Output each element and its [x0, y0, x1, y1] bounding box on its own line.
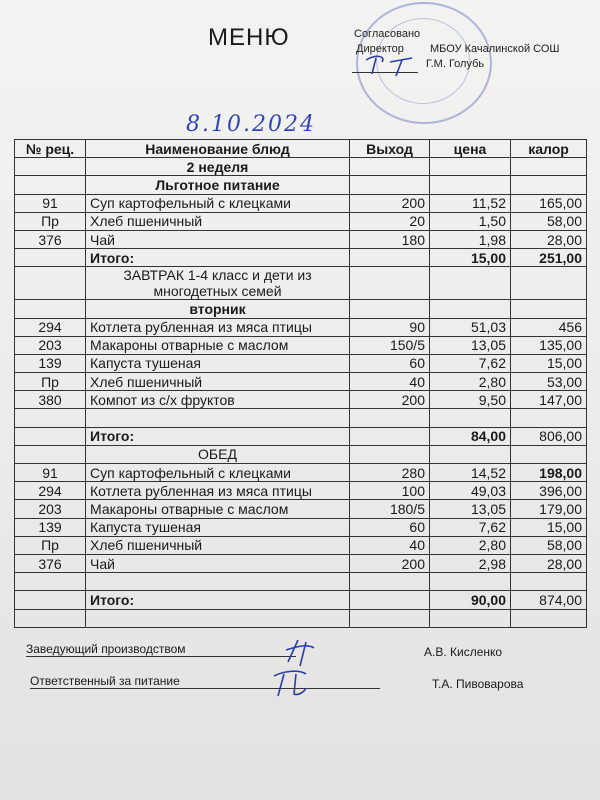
total-row	[15, 249, 587, 267]
menu-table	[14, 139, 587, 628]
director-signature-icon	[362, 52, 424, 78]
table-row	[15, 482, 587, 500]
approval-school: МБОУ Качалинской СОШ	[430, 43, 560, 55]
recipe-number: Пр	[15, 212, 86, 230]
table-row	[15, 536, 587, 554]
total-calories: 874,00	[511, 591, 587, 609]
dish-price: 1,50	[430, 212, 511, 230]
spacer-row	[15, 573, 587, 591]
header-recipe: № рец.	[15, 140, 86, 158]
dish-output: 180	[350, 230, 430, 248]
dish-price: 9,50	[430, 391, 511, 409]
dish-calories: 165,00	[511, 194, 587, 212]
dish-name: Чай	[86, 554, 350, 572]
header-dish: Наименование блюд	[86, 140, 350, 158]
dish-name: Суп картофельный с клецками	[86, 464, 350, 482]
nutrition-responsible-name: Т.А. Пивоварова	[432, 677, 524, 691]
dish-calories: 28,00	[511, 554, 587, 572]
dish-output: 90	[350, 318, 430, 336]
page-title: МЕНЮ	[208, 24, 290, 51]
dish-price: 1,98	[430, 230, 511, 248]
dish-output: 40	[350, 373, 430, 391]
recipe-number: Пр	[15, 373, 86, 391]
dish-price: 11,52	[430, 194, 511, 212]
dish-name: Капуста тушеная	[86, 354, 350, 372]
table-row	[15, 518, 587, 536]
recipe-number: 91	[15, 464, 86, 482]
recipe-number: 294	[15, 318, 86, 336]
recipe-number: 139	[15, 354, 86, 372]
recipe-number: 376	[15, 230, 86, 248]
total-price: 15,00	[430, 249, 511, 267]
dish-name: Хлеб пшеничный	[86, 373, 350, 391]
total-row	[15, 591, 587, 609]
dish-name: Капуста тушеная	[86, 518, 350, 536]
total-row	[15, 427, 587, 445]
day-row	[15, 300, 587, 318]
production-manager-label: Заведующий производством	[26, 642, 186, 656]
recipe-number: 203	[15, 500, 86, 518]
dish-calories: 58,00	[511, 212, 587, 230]
dish-price: 2,80	[430, 373, 511, 391]
dish-output: 40	[350, 536, 430, 554]
nutrition-signature-icon	[268, 666, 312, 700]
dish-name: Чай	[86, 230, 350, 248]
total-calories: 251,00	[511, 249, 587, 267]
dish-output: 200	[350, 194, 430, 212]
production-signature-icon	[280, 636, 320, 668]
dish-calories: 135,00	[511, 336, 587, 354]
recipe-number: 380	[15, 391, 86, 409]
recipe-number: Пр	[15, 536, 86, 554]
dish-output: 60	[350, 518, 430, 536]
table-header-row	[15, 140, 587, 158]
table-row	[15, 391, 587, 409]
dish-price: 2,98	[430, 554, 511, 572]
dish-output: 200	[350, 554, 430, 572]
day-label: вторник	[86, 300, 350, 318]
approval-director: Директор	[356, 43, 404, 55]
dish-output: 150/5	[350, 336, 430, 354]
dish-calories: 58,00	[511, 536, 587, 554]
recipe-number: 139	[15, 518, 86, 536]
dish-calories: 28,00	[511, 230, 587, 248]
dish-name: Компот из с/х фруктов	[86, 391, 350, 409]
total-label: Итого:	[86, 591, 350, 609]
table-row	[15, 500, 587, 518]
dish-output: 280	[350, 464, 430, 482]
table-row	[15, 212, 587, 230]
header-calories: калор	[511, 140, 587, 158]
section-row	[15, 445, 587, 463]
header-price: цена	[430, 140, 511, 158]
week-label: 2 неделя	[86, 158, 350, 176]
table-row	[15, 194, 587, 212]
dish-price: 13,05	[430, 500, 511, 518]
section-benefit: Льготное питание	[86, 176, 350, 194]
section-row	[15, 267, 587, 300]
section-breakfast: ЗАВТРАК 1-4 класс и дети из многодетных семей	[86, 267, 350, 300]
dish-name: Макароны отварные с маслом	[86, 500, 350, 518]
recipe-number: 203	[15, 336, 86, 354]
approval-agreed: Согласовано	[354, 28, 421, 40]
recipe-number: 376	[15, 554, 86, 572]
dish-name: Котлета рубленная из мяса птицы	[86, 318, 350, 336]
dish-calories: 53,00	[511, 373, 587, 391]
dish-calories: 396,00	[511, 482, 587, 500]
nutrition-responsible-label: Ответственный за питание	[30, 674, 180, 688]
dish-calories: 15,00	[511, 354, 587, 372]
table-row	[15, 230, 587, 248]
header-output: Выход	[350, 140, 430, 158]
dish-output: 200	[350, 391, 430, 409]
dish-price: 7,62	[430, 354, 511, 372]
dish-name: Суп картофельный с клецками	[86, 194, 350, 212]
dish-calories: 147,00	[511, 391, 587, 409]
dish-calories: 179,00	[511, 500, 587, 518]
table-row	[15, 318, 587, 336]
dish-price: 49,03	[430, 482, 511, 500]
spacer-row	[15, 409, 587, 427]
table-row	[15, 464, 587, 482]
total-label: Итого:	[86, 427, 350, 445]
dish-price: 51,03	[430, 318, 511, 336]
dish-calories: 198,00	[511, 464, 587, 482]
section-row	[15, 176, 587, 194]
dish-price: 13,05	[430, 336, 511, 354]
dish-output: 20	[350, 212, 430, 230]
table-row	[15, 373, 587, 391]
dish-price: 14,52	[430, 464, 511, 482]
recipe-number: 294	[15, 482, 86, 500]
dish-calories: 15,00	[511, 518, 587, 536]
production-manager-name: А.В. Кисленко	[424, 645, 503, 659]
approval-director-name: Г.М. Голубь	[426, 58, 485, 70]
table-row	[15, 554, 587, 572]
total-calories: 806,00	[511, 427, 587, 445]
dish-output: 180/5	[350, 500, 430, 518]
dish-price: 2,80	[430, 536, 511, 554]
dish-output: 100	[350, 482, 430, 500]
table-row	[15, 336, 587, 354]
nutrition-signature-line	[30, 688, 380, 689]
section-lunch: ОБЕД	[86, 445, 350, 463]
production-signature-line	[26, 656, 296, 657]
table-row	[15, 354, 587, 372]
dish-name: Котлета рубленная из мяса птицы	[86, 482, 350, 500]
spacer-row	[15, 609, 587, 627]
recipe-number: 91	[15, 194, 86, 212]
week-row	[15, 158, 587, 176]
total-label: Итого:	[86, 249, 350, 267]
dish-output: 60	[350, 354, 430, 372]
dish-calories: 456	[511, 318, 587, 336]
dish-name: Хлеб пшеничный	[86, 536, 350, 554]
total-price: 84,00	[430, 427, 511, 445]
dish-name: Макароны отварные с маслом	[86, 336, 350, 354]
handwritten-date: 8.10.2024	[186, 112, 316, 137]
dish-name: Хлеб пшеничный	[86, 212, 350, 230]
total-price: 90,00	[430, 591, 511, 609]
dish-price: 7,62	[430, 518, 511, 536]
